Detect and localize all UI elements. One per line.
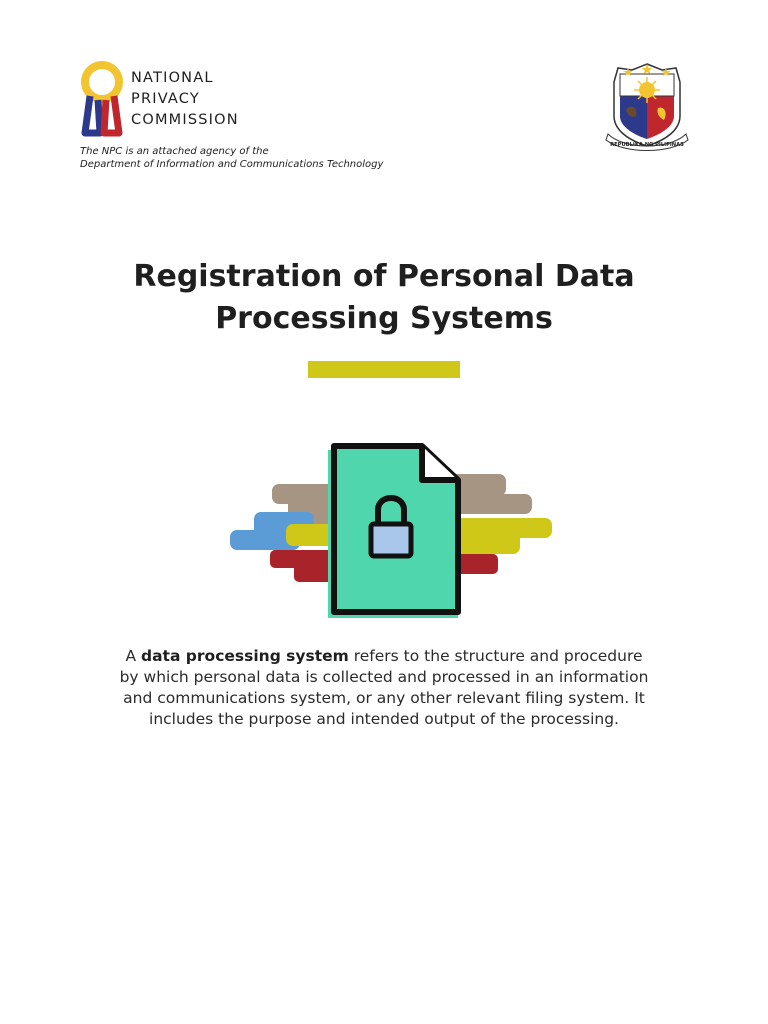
description-line-1-rest: refers to the structure and procedure	[348, 647, 643, 665]
agency-note	[80, 145, 500, 171]
description-term: data processing system	[140, 647, 349, 665]
description-line-3: and communications system, or any other relevant filing system. It	[123, 689, 645, 707]
org-name-line-1: NATIONAL	[131, 70, 214, 86]
title-line-1: Registration of Personal Data	[133, 259, 635, 294]
description-paragraph	[64, 646, 704, 730]
page-title	[60, 256, 708, 340]
description-line-1	[64, 646, 704, 667]
locked-document-icon	[224, 436, 560, 622]
accent-divider	[308, 361, 460, 378]
description-line-2: by which personal data is collected and processed in an information	[119, 668, 649, 686]
keyhole-logo-icon	[78, 60, 126, 140]
seal-scroll-text: REPUBLIKA NG PILIPINAS	[610, 142, 684, 148]
org-name-line-2: PRIVACY	[131, 91, 200, 107]
description-line-4: includes the purpose and intended output of the processing.	[149, 710, 619, 728]
org-name-line-3: COMMISSION	[131, 112, 239, 128]
philippine-coat-of-arms-icon	[604, 60, 690, 152]
description-prefix: A	[125, 647, 141, 665]
organization-name	[131, 68, 239, 131]
agency-note-line-2: Department of Information and Communications Technology	[80, 159, 384, 170]
title-line-2: Processing Systems	[215, 301, 553, 336]
agency-note-line-1: The NPC is an attached agency of the	[80, 146, 269, 157]
